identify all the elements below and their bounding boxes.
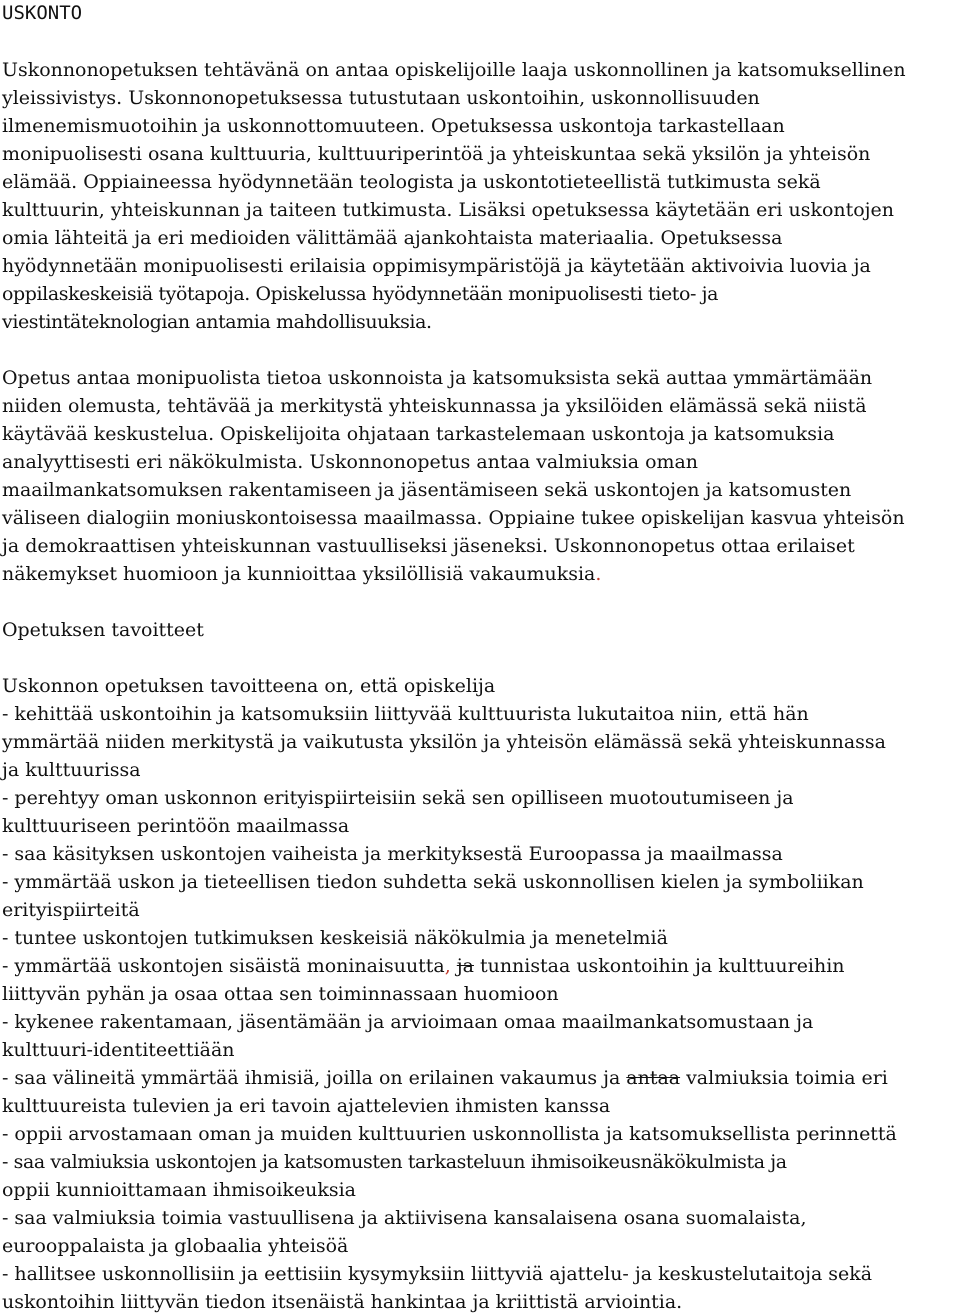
second-line-text: näkemykset huomioon ja kunnioittaa yksilöllisiä vakaumuksia (2, 563, 596, 585)
goals-section (2, 616, 958, 1316)
second-line: väliseen dialogiin moniuskontoisessa maailmassa. Oppiaine tukee opiskelijan kasvua yhteisön (2, 507, 905, 529)
intro-line: kulttuurin, yhteiskunnan ja taiteen tutkimusta. Lisäksi opetuksessa käytetään eri uskontojen (2, 199, 894, 221)
goal-line: - ymmärtää uskon ja tieteellisen tiedon suhdetta sekä uskonnollisen kielen ja symboliikan (2, 871, 864, 893)
goal-line: kulttuuriseen perintöön maailmassa (2, 815, 350, 837)
second-line: ja demokraattisen yhteiskunnan vastuulliseksi jäseneksi. Uskonnonopetus ottaa erilaiset (2, 535, 855, 557)
goal-line: oppii kunnioittamaan ihmisoikeuksia (2, 1179, 356, 1201)
goal-line: - kykenee rakentamaan, jäsentämään ja arvioimaan omaa maailmankatsomustaan ja (2, 1011, 814, 1033)
goal-text: - ymmärtää uskontojen sisäistä moninaisuutta (2, 955, 445, 977)
goal-line: eurooppalaista ja globaalia yhteisöä (2, 1235, 349, 1257)
intro-line: elämää. Oppiaineessa hyödynnetään teologista ja uskontotieteellistä tutkimusta sekä (2, 171, 821, 193)
second-line: maailmankatsomuksen rakentamiseen ja jäsentämiseen sekä uskontojen ja katsomusten (2, 479, 852, 501)
second-line: analyyttisesti eri näkökulmista. Uskonnonopetus antaa valmiuksia oman (2, 451, 699, 473)
intro-paragraph (2, 56, 958, 336)
goal-line: kulttuuri-identiteettiään (2, 1039, 235, 1061)
intro-line: omia lähteitä ja eri medioiden välittämää ajankohtaista materiaalia. Opetuksessa (2, 227, 783, 249)
second-line: niiden olemusta, tehtävää ja merkitystä yhteiskunnassa ja yksilöiden elämässä sekä niistä (2, 395, 867, 417)
spacer (2, 644, 956, 672)
goal-line: - saa valmiuksia uskontojen ja katsomusten tarkasteluun ihmisoikeusnäkökulmista ja (2, 1151, 787, 1173)
second-line: Opetus antaa monipuolista tietoa uskonnoista ja katsomuksista sekä auttaa ymmärtämään (2, 367, 873, 389)
goal-text: tunnistaa uskontoihin ja kulttuureihin (473, 955, 845, 977)
end-mark: . (595, 563, 602, 585)
intro-line: ilmenemismuotoihin ja uskonnottomuuteen. Opetuksessa uskontoja tarkastellaan (2, 115, 785, 137)
document-page (2, 0, 958, 1316)
intro-line: yleissivistys. Uskonnonopetuksessa tutustutaan uskontoihin, uskonnollisuuden (2, 87, 760, 109)
goals-intro: Uskonnon opetuksen tavoitteena on, että opiskelija (2, 675, 496, 697)
document-title: USKONTO (2, 2, 83, 24)
spacer (2, 588, 958, 616)
goal-line: - saa valmiuksia toimia vastuullisena ja aktiivisena kansalaisena osana suomalaista, (2, 1207, 807, 1229)
goal-line: - saa käsityksen uskontojen vaiheista ja merkityksestä Euroopassa ja maailmassa (2, 843, 783, 865)
goal-line: - perehtyy oman uskonnon erityispiirteisiin sekä sen opilliseen muotoutumiseen ja (2, 787, 794, 809)
goal-line: - tuntee uskontojen tutkimuksen keskeisiä näkökulmia ja menetelmiä (2, 927, 668, 949)
spacer (2, 336, 958, 364)
intro-line: viestintäteknologian antamia mahdollisuuksia. (2, 311, 432, 333)
intro-line: oppilaskeskeisiä työtapoja. Opiskelussa hyödynnetään monipuolisesti tieto- ja (2, 283, 719, 305)
goal-line: uskontoihin liittyvän tiedon itsenäistä hankintaa ja kriittistä arviointia. (2, 1291, 683, 1313)
struck-word: ja (456, 955, 474, 977)
goal-line: - kehittää uskontoihin ja katsomuksiin liittyvää kulttuurista lukutaitoa niin, että hän (2, 703, 809, 725)
goal-line: liittyvän pyhän ja osaa ottaa sen toiminnassaan huomioon (2, 983, 559, 1005)
second-line: käytävää keskustelua. Opiskelijoita ohjataan tarkastelemaan uskontoja ja katsomuksia (2, 423, 835, 445)
goals-heading: Opetuksen tavoitteet (2, 619, 204, 641)
goal-line-tools (2, 1064, 956, 1092)
goal-line: erityispiirteitä (2, 899, 140, 921)
goal-line-pluralism (2, 952, 956, 980)
goal-line: ja kulttuurissa (2, 759, 141, 781)
second-paragraph (2, 364, 958, 588)
goal-line: kulttuureista tulevien ja eri tavoin ajattelevien ihmisten kanssa (2, 1095, 611, 1117)
inserted-comma: , (444, 955, 451, 977)
goal-line: - hallitsee uskonnollisiin ja eettisiin kysymyksiin liittyviä ajattelu- ja keskustelutaitoja sekä (2, 1263, 873, 1285)
goal-text: valmiuksia toimia eri (680, 1067, 888, 1089)
struck-word: antaa (626, 1067, 681, 1089)
intro-line: Uskonnonopetuksen tehtävänä on antaa opiskelijoille laaja uskonnollinen ja katsomuksellinen (2, 59, 906, 81)
second-line-last (2, 560, 956, 588)
spacer (2, 26, 958, 56)
goal-line: - oppii arvostamaan oman ja muiden kulttuurien uskonnollista ja katsomuksellista perinnettä (2, 1123, 897, 1145)
goal-line: ymmärtää niiden merkitystä ja vaikutusta yksilön ja yhteisön elämässä sekä yhteiskunnassa (2, 731, 886, 753)
intro-line: monipuolisesti osana kulttuuria, kulttuuriperintöä ja yhteiskuntaa sekä yksilön ja yhteisön (2, 143, 871, 165)
intro-line: hyödynnetään monipuolisesti erilaisia oppimisympäristöjä ja käytetään aktivoivia luovia ja (2, 255, 871, 277)
goal-text: - saa välineitä ymmärtää ihmisiä, joilla on erilainen vakaumus ja (2, 1067, 627, 1089)
